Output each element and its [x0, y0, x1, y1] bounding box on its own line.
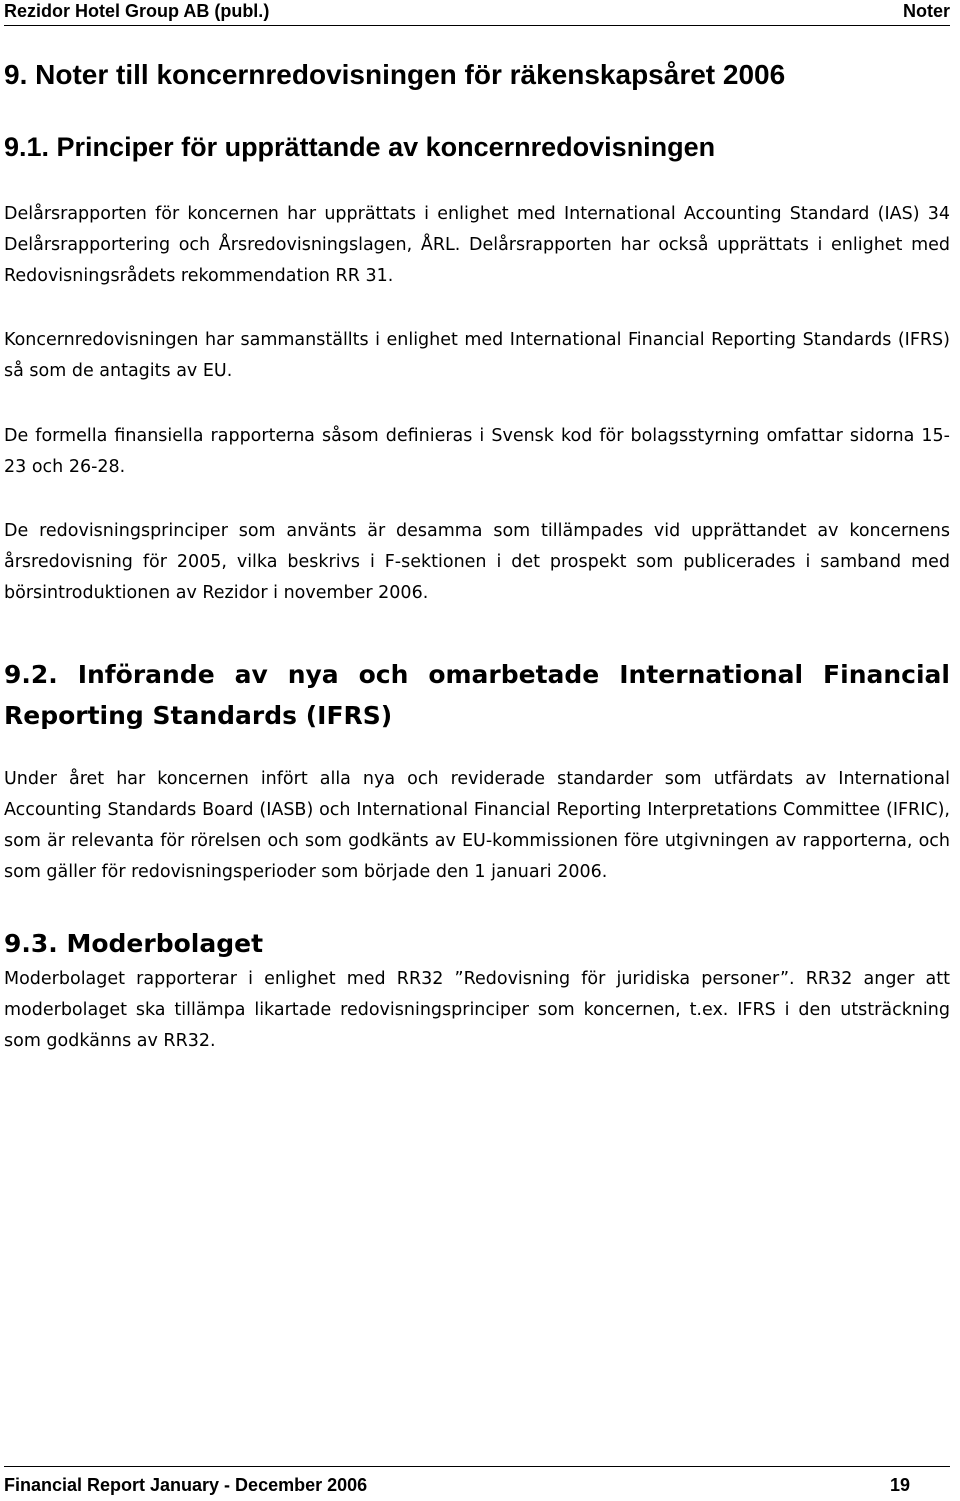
section-9-3-paragraph: Moderbolaget rapporterar i enlighet med RR32 ”Redovisning för juridiska personer”. RR32 anger att moderbolaget ska tillämpa likartade redovisningsprinciper som koncernen, t.ex. IFRS i den utsträckning som godkänns av RR32.	[4, 969, 950, 1051]
section-9-2-heading: 9.2. Införande av nya och omarbetade International Financial Reporting Standards (IFRS)	[4, 660, 950, 730]
header-company-name: Rezidor Hotel Group AB (publ.)	[4, 1, 270, 21]
footer-page-number: 19	[889, 1475, 910, 1495]
page-footer	[4, 1466, 910, 1496]
page-header	[4, 0, 950, 26]
page-title: 9. Noter till koncernredovisningen för räkenskapsåret 2006	[4, 59, 786, 90]
section-9-2-paragraph: Under året har koncernen infört alla nya och reviderade standarder som utfärdats av International Accounting Standards Board (IASB) och International Financial Reporting Interpretations Committee (IFRIC), som är relevanta för rörelsen och som godkänts av EU-kommissionen före utgivningen av rapporterna, och som gäller för redovisningsperioder som började den 1 januari 2006.	[4, 769, 950, 882]
section-9-1-paragraph-4: De redovisningsprinciper som använts är desamma som tillämpades vid upprättandet av koncernens årsredovisning för 2005, vilka beskrivs i F-sektionen i det prospekt som publicerades i samband med börsintroduktionen av Rezidor i november 2006.	[4, 521, 950, 603]
footer-report-title: Financial Report January - December 2006	[4, 1475, 368, 1495]
section-9-1-paragraph-2: Koncernredovisningen har sammanställts i enlighet med International Financial Reporting Standards (IFRS) så som de antagits av EU.	[4, 330, 950, 381]
section-9-1-paragraph-3: De formella finansiella rapporterna såsom definieras i Svensk kod för bolagsstyrning omfattar sidorna 15-23 och 26-28.	[4, 426, 950, 477]
section-9-3-heading: 9.3. Moderbolaget	[4, 929, 264, 958]
header-section-name: Noter	[902, 1, 950, 21]
section-9-1-heading: 9.1. Principer för upprättande av koncernredovisningen	[4, 132, 716, 162]
section-9-1-paragraph-1: Delårsrapporten för koncernen har upprättats i enlighet med International Accounting Standard (IAS) 34 Delårsrapportering och Årsredovisningslagen, ÅRL. Delårsrapporten har också upprättats i enlighet med Redovisningsrådets rekommendation RR 31.	[4, 204, 950, 286]
